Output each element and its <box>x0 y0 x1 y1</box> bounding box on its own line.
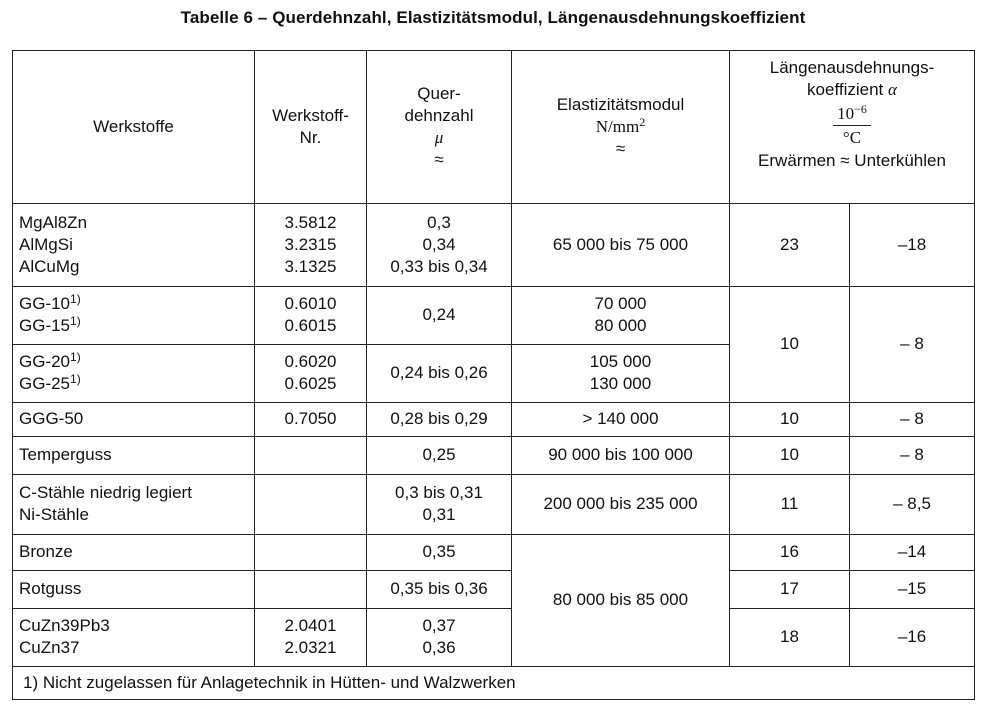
cell-unterkuehlen: –16 <box>850 608 975 666</box>
cell-e: 90 000 bis 100 000 <box>512 436 730 474</box>
header-querdehnzahl <box>367 51 512 204</box>
cell-erwaermen: 10 <box>730 286 850 402</box>
cell-nr <box>255 570 367 608</box>
table-row-footnote <box>13 666 975 699</box>
cell-werkstoffe: CuZn39Pb3 CuZn37 <box>13 608 255 666</box>
cell-e-copper: 80 000 bis 85 000 <box>512 534 730 666</box>
cell-unterkuehlen: – 8 <box>850 286 975 402</box>
cell-nr: 0.6020 0.6025 <box>255 344 367 402</box>
cell-unterkuehlen: –18 <box>850 203 975 286</box>
header-elastizitaetsmodul <box>512 51 730 204</box>
table-row-stahl <box>13 474 975 534</box>
table-row-alu <box>13 203 975 286</box>
material-table <box>12 50 975 700</box>
header-e-unit: $N/mm^2$ <box>595 114 646 136</box>
table-row-bronze <box>13 534 975 570</box>
cell-nr: 0.6010 0.6015 <box>255 286 367 344</box>
cell-erwaermen: 23 <box>730 203 850 286</box>
cell-unterkuehlen: – 8 <box>850 436 975 474</box>
cell-mu: 0,25 <box>367 436 512 474</box>
header-werkstoff-nr <box>255 51 367 204</box>
cell-mu: 0,28 bis 0,29 <box>367 402 512 436</box>
cell-mu: 0,37 0,36 <box>367 608 512 666</box>
table-row-temperguss <box>13 436 975 474</box>
header-alpha-unit <box>833 103 871 150</box>
cell-mu: 0,24 bis 0,26 <box>367 344 512 402</box>
header-row <box>13 51 975 203</box>
cell-e: 105 000 130 000 <box>512 344 730 402</box>
cell-e: 200 000 bis 235 000 <box>512 474 730 534</box>
cell-werkstoffe: GG-10$^{1)}$ GG-15$^{1)}$ <box>13 286 255 344</box>
cell-werkstoffe: MgAl8Zn AlMgSi AlCuMg <box>13 203 255 286</box>
cell-e: 65 000 bis 75 000 <box>512 203 730 286</box>
cell-nr: 2.0401 2.0321 <box>255 608 367 666</box>
header-mu-line2: dehnzahl <box>404 105 474 125</box>
cell-unterkuehlen: – 8 <box>850 402 975 436</box>
header-mu-line1: Quer- <box>417 83 461 103</box>
cell-e: > 140 000 <box>512 402 730 436</box>
alpha-unit-numerator: $10^{-6}$ <box>833 103 871 126</box>
header-alpha-sub: Erwärmen ≈ Unterkühlen <box>758 151 946 170</box>
cell-unterkuehlen: –15 <box>850 570 975 608</box>
cell-nr: 3.5812 3.2315 3.1325 <box>255 203 367 286</box>
footnote: 1) Nicht zugelassen für Anlagetechnik in Hütten- und Walzwerken <box>13 666 975 699</box>
header-e-line1: Elastizitätsmodul <box>556 94 685 114</box>
cell-erwaermen: 18 <box>730 608 850 666</box>
cell-werkstoffe: Rotguss <box>13 570 255 608</box>
header-e-approx: ≈ <box>615 138 626 158</box>
cell-nr: 0.7050 <box>255 402 367 436</box>
header-alpha-line1: Längenausdehnungs- <box>769 58 935 77</box>
cell-werkstoffe: GGG-50 <box>13 402 255 436</box>
header-nr-line1: Werkstoff- <box>272 105 349 125</box>
cell-mu: 0,35 bis 0,36 <box>367 570 512 608</box>
cell-erwaermen: 11 <box>730 474 850 534</box>
cell-erwaermen: 10 <box>730 402 850 436</box>
header-werkstoffe: Werkstoffe <box>13 51 255 204</box>
cell-unterkuehlen: –14 <box>850 534 975 570</box>
cell-erwaermen: 16 <box>730 534 850 570</box>
cell-mu: 0,35 <box>367 534 512 570</box>
cell-erwaermen: 10 <box>730 436 850 474</box>
table-row-cuzn <box>13 608 975 666</box>
cell-nr <box>255 534 367 570</box>
cell-e: 70 000 80 000 <box>512 286 730 344</box>
cell-unterkuehlen: – 8,5 <box>850 474 975 534</box>
table-row-ggg <box>13 402 975 436</box>
cell-nr <box>255 474 367 534</box>
cell-erwaermen: 17 <box>730 570 850 608</box>
cell-mu: 0,3 bis 0,31 0,31 <box>367 474 512 534</box>
table-row-rotguss <box>13 570 975 608</box>
header-mu-approx: ≈ <box>434 149 444 169</box>
cell-mu: 0,3 0,34 0,33 bis 0,34 <box>367 203 512 286</box>
cell-mu: 0,24 <box>367 286 512 344</box>
header-mu-symbol: μ <box>434 127 444 147</box>
header-alpha-line2: koeffizient α <box>807 80 897 99</box>
table-title: Tabelle 6 – Querdehnzahl, Elastizitätsmodul, Längenausdehnungskoeffizient <box>180 8 806 27</box>
cell-werkstoffe: Temperguss <box>13 436 255 474</box>
header-nr-line2: Nr. <box>299 127 322 147</box>
cell-werkstoffe: GG-20$^{1)}$ GG-25$^{1)}$ <box>13 344 255 402</box>
cell-werkstoffe: Bronze <box>13 534 255 570</box>
table-row-gg1 <box>13 286 975 344</box>
alpha-unit-denominator: °C <box>842 128 862 147</box>
cell-nr <box>255 436 367 474</box>
header-alpha <box>730 51 975 203</box>
cell-werkstoffe: C-Stähle niedrig legiert Ni-Stähle <box>13 474 255 534</box>
